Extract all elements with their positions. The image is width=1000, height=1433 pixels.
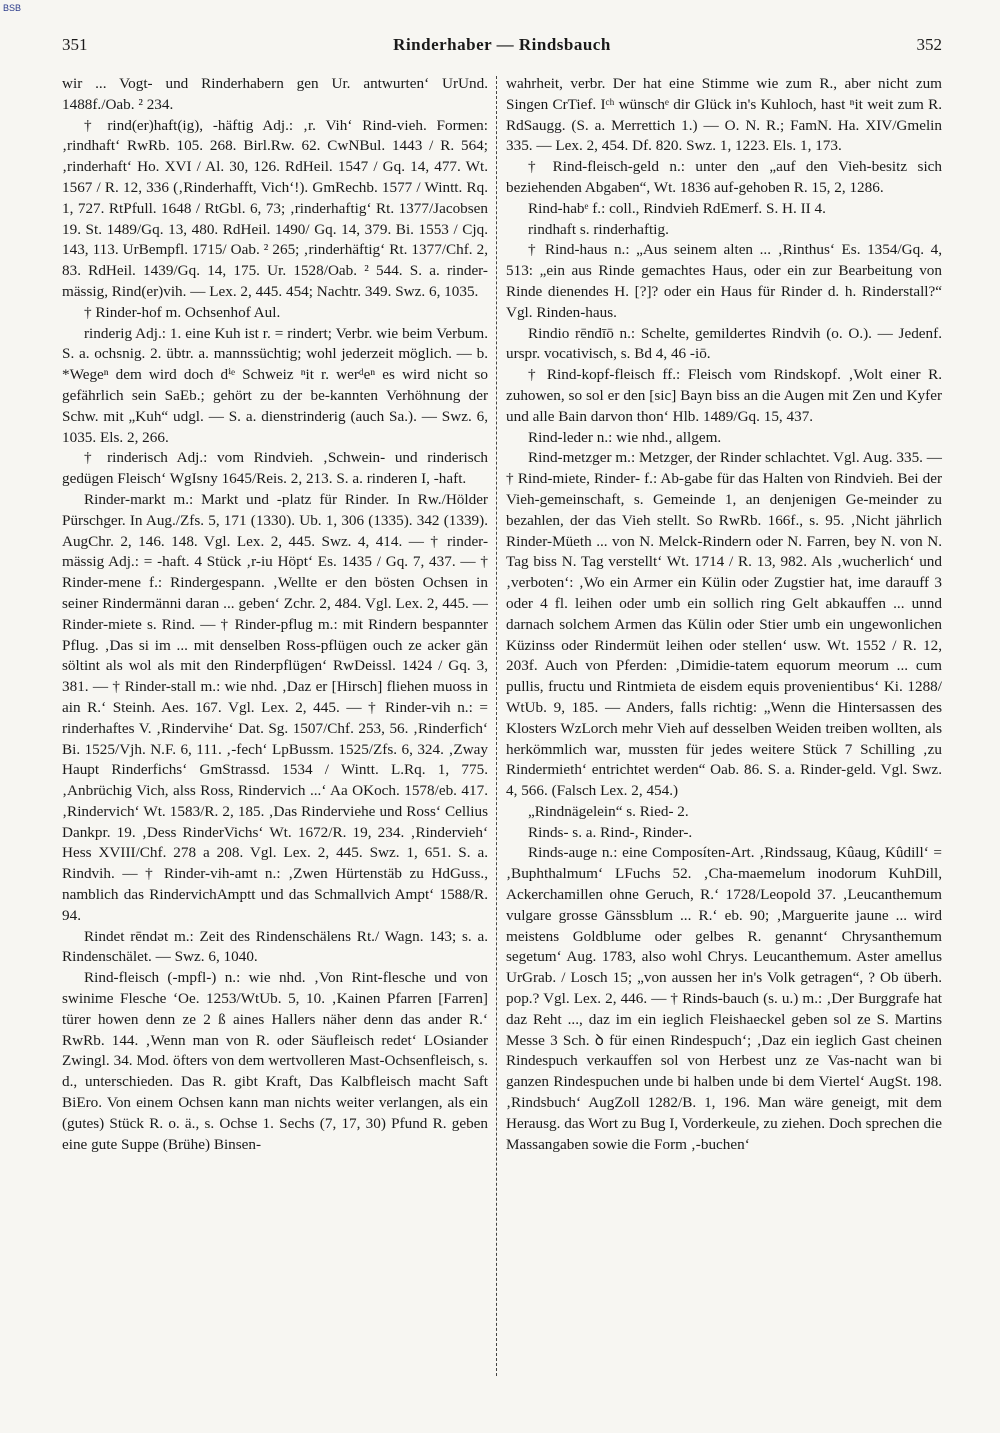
column-divider — [496, 76, 497, 1376]
entry-paragraph: wir ... Vogt- und Rinderhabern gen Ur. antwurten‘ UrUnd. 1488f./Oab. ² 234. — [62, 75, 488, 113]
entry-paragraph: „Rindnägelein“ s. Ried- 2. — [528, 802, 689, 820]
entry-paragraph: Rindio rēndīō n.: Schelte, gemildertes Rindvih (o. O.). — Jedenf. urspr. vocativisch, s. Bd 4, 46 -iō. — [506, 324, 942, 363]
entry-paragraph: rindhaft s. rinderhaftig. — [528, 220, 669, 238]
entry-paragraph: † Rind-fleisch-geld n.: unter den „auf den Vieh-besitz sich beziehenden Abgaben“, Wt. 1836 auf-gehoben R. 15, 2, 1286. — [506, 158, 942, 196]
entry-paragraph: Rind-habᵉ f.: coll., Rindvieh RdEmerf. S. H. II 4. — [528, 199, 826, 217]
entry-paragraph: † rinderisch Adj.: vom Rindvieh. ‚Schwein- und rinderisch gedügen Fleisch‘ WgIsny 1645/Reis. 2, 213. S. a. rinderen I, -haft. — [62, 449, 488, 488]
entry-paragraph: † Rind-haus n.: „Aus seinem alten ... ‚Rinthus‘ Es. 1354/Gq. 4, 513: „ein aus Rinde gemachtes Haus, oder ein zur Bearbeitung von Rinde dienendes H. [?]? oder ein Haus für Rinder d. h. Rinderstall?“ Vgl. Rinden-haus. — [506, 241, 942, 321]
entry-paragraph: wahrheit, verbr. Der hat eine Stimme wie zum R., aber nicht zum Singen CrTief. Iᶜʰ wünschᵉ dir Glück in's Kuhloch, hast ⁿit weit zum R. RdSaugg. (S. a. Merrettich 1.) — O. N. R.; FamN. Ha. XIV/Gmelin 335. — Lex. 2, 454. Df. 820. Swz. 1, 1223. Els. 1, 173. — [506, 75, 942, 155]
entry-paragraph: Rinds-auge n.: eine Composíten-Art. ‚Rindssaug, Kûaug, Kûdill‘ = ‚Buphthalmum‘ LFuchs 52. ‚Cha-maemelum inodorum KuhDill, Ackerchamillen ohne Geruch, R.‘ 1728/Leopold 37. ‚Leucanthemum vulgare grosse Gänssblum ... R.‘ eb. 90; ‚Marguerite jaune ... wird meistens Goldblume oder gelbes R. genannt‘ Chrysanthemum segetum‘ Aug. 1783, also wohl Chrys. Leucanthemum. Aster amellus UrGrab. / Losch 15; „von aussen her in's Volk getragen“, ? Ob überh. pop.? Vgl. Lex. 2, 446. — † Rinds-bauch (s. u.) m.: ‚Der Burggrafe hat daz Reht ..., daz im ein ieglich Fleishaeckel geben sol ze S. Martins Messe 3 Sch. ꝺ für einen Rindespuch‘; ‚Daz ein ieglich Gast cheinen Rindespuch verkauffen sol von Herbest unz ze Vas-nacht wan bi ganzen Rindespuchen unde bi halben unde bi dem Viertel‘ AugSt. 198. ‚Rindsbuch‘ AugZoll 1282/B. 1, 196. Man wäre geneigt, mit dem Herausg. das Wort zu Bug I, Vorderkeule, zu ziehen. Doch sprechen die Massangaben sowie die Form ‚-buchen‘ — [506, 844, 942, 1153]
entry-paragraph: † rind(er)haft(ig), -häftig Adj.: ‚r. Vih‘ Rind-vieh. Formen: ‚rindhaft‘ RwRb. 105. 268. Birl.Rw. 62. CwNBul. 1443 / R. 564; ‚rinderhaft‘ Ho. XVI / Al. 30, 126. RdHeil. 1547 / Gq. 14, 477. Wt. 1567 / R. 12, 336 (‚Rinderhafft, Vich‘!). GmRechb. 1577 / Wintt. Rq. 1, 727. RtPfull. 1648 / RtGbl. 6, 73; ‚rinderhaftig‘ Rt. 1377/Jacobsen 19. St. 1489/Gq. 13, 480. RdHeil. 1490/ Gq. 14, 379. Bi. 1553 / Cjq. 143, 113. UrBempfl. 1715/ Oab. ² 265; ‚rinderhäftig‘ Rt. 1377/Chf. 2, 83. RdHeil. 1439/Gq. 14, 175. Ur. 1528/Oab. ² 544. S. a. rinder-mässig, Rind(er)vih. — Lex. 2, 445. 454; Nachtr. 349. Swz. 6, 1035. — [62, 116, 488, 300]
entry-paragraph: rinderig Adj.: 1. eine Kuh ist r. = rindert; Verbr. wie beim Verbum. S. a. ochsnig. 2. übtr. a. mannssüchtig; wohl jederzeit möglich. — b. *Wegeⁿ dem wird doch dⁱᵉ Schweiz ⁿit r. werᵈeⁿ es wird nicht so gefährlich sein SaEb.; gehört zu der be-kannten Verhöhnung der Schw. mit „Kuh“ udgl. — S. a. dienstrinderig (auch Sa.). — Swz. 6, 1035. Els. 2, 266. — [62, 324, 488, 446]
library-stamp: BSB — [3, 3, 22, 13]
entry-paragraph: Rindet rēndət m.: Zeit des Rindenschälens Rt./ Wagn. 143; s. a. Rindenschälet. — Swz. 6, 1040. — [62, 927, 488, 966]
right-column — [506, 74, 942, 1155]
running-title: Rinderhaber — Rindsbauch — [393, 35, 611, 54]
entry-paragraph: Rinder-markt m.: Markt und -platz für Rinder. In Rw./Hölder Pürschger. In Aug./Zfs. 5, 171 (1330). Ub. 1, 306 (1335). 342 (1339). AugChr. 2, 146. 148. Vgl. Lex. 2, 445. Swz. 4, 414. — † rinder-mässig Adj.: = -haft. 4 Stück ‚r-iu Höpt‘ Es. 1435 / Gq. 7, 437. — † Rinder-mene f.: Rindergespann. ‚Wellte er den bösten Ochsen in seiner Rindermänni daran ... geben‘ Zchr. 2, 484. Vgl. Lex. 2, 445. — Rinder-miete s. Rind. — † Rinder-pflug m.: mit Rindern bespannter Pflug. ‚Das si im ... mit denselben Ross-pflügen ouch ze acker gän söltint als wol als mit den Rinderpflügen‘ RwDeissl. 1424 / Gq. 3, 381. — † Rinder-stall m.: wie nhd. ‚Daz er [Hirsch] fliehen muoss in ain R.‘ Steinh. Aes. 167. Vgl. Lex. 2, 445. — † Rinder-vih n.: = rinderhaftes V. ‚Rindervihe‘ Dat. Sg. 1507/Chf. 253, 56. ‚Rinderfich‘ Bi. 1525/Vjh. N.F. 6, 111. ‚-fech‘ LpBussm. 1525/Zfs. 6, 324. ‚Zway Haupt Rinderfichs‘ GmStrassd. 1534 / Wintt. L.Rq. 1, 775. ‚Anbrüchig Vich, alss Ross, Rindervich ...‘ Aa OKoch. 1578/eb. 417. ‚Rindervich‘ Wt. 1583/R. 2, 185. ‚Das Rinderviehe und Ross‘ Cellius Dankpr. 19. ‚Dess RinderVichs‘ Wt. 1672/R. 19, 234. ‚Rindervieh‘ Hess XVIII/Chf. 278 a 208. Vgl. Lex. 2, 445. Swz. 1, 651. S. a. Rindvih. — † Rinder-vih-amt n.: ‚Zwen Hürtenstäb zu HdGuss., namblich das RindervichAmptt und das Schmallvich Ampt‘ 1588/R. 94. — [62, 490, 488, 924]
page-number-left: 351 — [62, 35, 88, 54]
left-column — [62, 74, 488, 1155]
page-number-right: 352 — [916, 35, 942, 54]
entry-paragraph: † Rind-kopf-fleisch ff.: Fleisch vom Rindskopf. ‚Wolt einer R. zuhowen, so sol er den [sic] Bayn biss an die Augen mit Zen und Kyfer und alle Bain darvon thon‘ Hlb. 1489/Gq. 15, 437. — [506, 366, 942, 425]
entry-paragraph: Rind-leder n.: wie nhd., allgem. — [528, 428, 722, 446]
page-header — [62, 35, 942, 59]
entry-paragraph: Rind-fleisch (-mpfl-) n.: wie nhd. ‚Von Rint-flesche und von swinime Flesche ‘Oe. 1253/WtUb. 5, 10. ‚Kainen Pfarren [Farren] türer howen denn ze 2 ß aines Hallers näher denn das ander R.‘ RwRb. 144. ‚Wenn man von R. oder Säufleisch redet‘ LOsiander Zwingl. 34. Mod. öfters von dem wertvolleren Mast-Ochsenfleisch, s. d., unterschieden. Das R. gibt Kraft, Das Kalbfleisch macht Saft BiEro. Von einem Ochsen kann man nichts weiter verlangen, als ein (gutes) Stück R. o. ä., s. Ochse 1. Sechs (7, 17, 30) Pfund R. geben eine gute Suppe (Brühe) Binsen- — [62, 969, 488, 1153]
entry-paragraph: Rinds- s. a. Rind-, Rinder-. — [528, 823, 693, 841]
entry-paragraph: † Rinder-hof m. Ochsenhof Aul. — [84, 303, 281, 321]
entry-paragraph: Rind-metzger m.: Metzger, der Rinder schlachtet. Vgl. Aug. 335. — † Rind-miete, Rinder- f.: Ab-gabe für das Halten von Rindvieh. Bei der Vieh-gemeinschaft, s. Gemeinde 1, an denjenigen Ge-meinder zu bezahlen, der das Vieh stellt. So RwRb. 166f., s. 95. ‚Nicht jährlich Rinder-Müeth ... von N. Melck-Rindern oder N. Farren, bey N. von N. Tag biss N. Tag verstellt‘ Wt. 1714 / R. 13, 982. Als ‚wucherlich‘ und ‚verboten‘: ‚Wo ein Armer ein Külin oder Zugstier hat, ime darauff 3 oder 4 fl. leihen oder umb ein sollich ring Gelt abkauffen ... unnd darnach solchem Armen das Külin oder Stier umb ein ungewonlichen Küzinss oder Rindermüt leihen oder stellen‘ usw. Wt. 1552 / R. 12, 203f. Auch von Pferden: ‚Dimidie-tatem equorum meorum ... cum pullis, fructu und Rintmieta de eisdem equis provenientibus‘ Ki. 1288/ WtUb. 9, 185. — Anders, falls richtig: „Wenn die Hintersassen des Klosters WzLorch mehr Vieh auf desselben Weiden treiben wollten, als herkömmlich war, mussten für jedes weitere Stück 7 Schilling ‚zu Rindermieth‘ entrichtet werden“ Oab. 86. S. a. Rinder-geld. Vgl. Swz. 4, 566. (Falsch Lex. 2, 454.) — [506, 449, 942, 800]
